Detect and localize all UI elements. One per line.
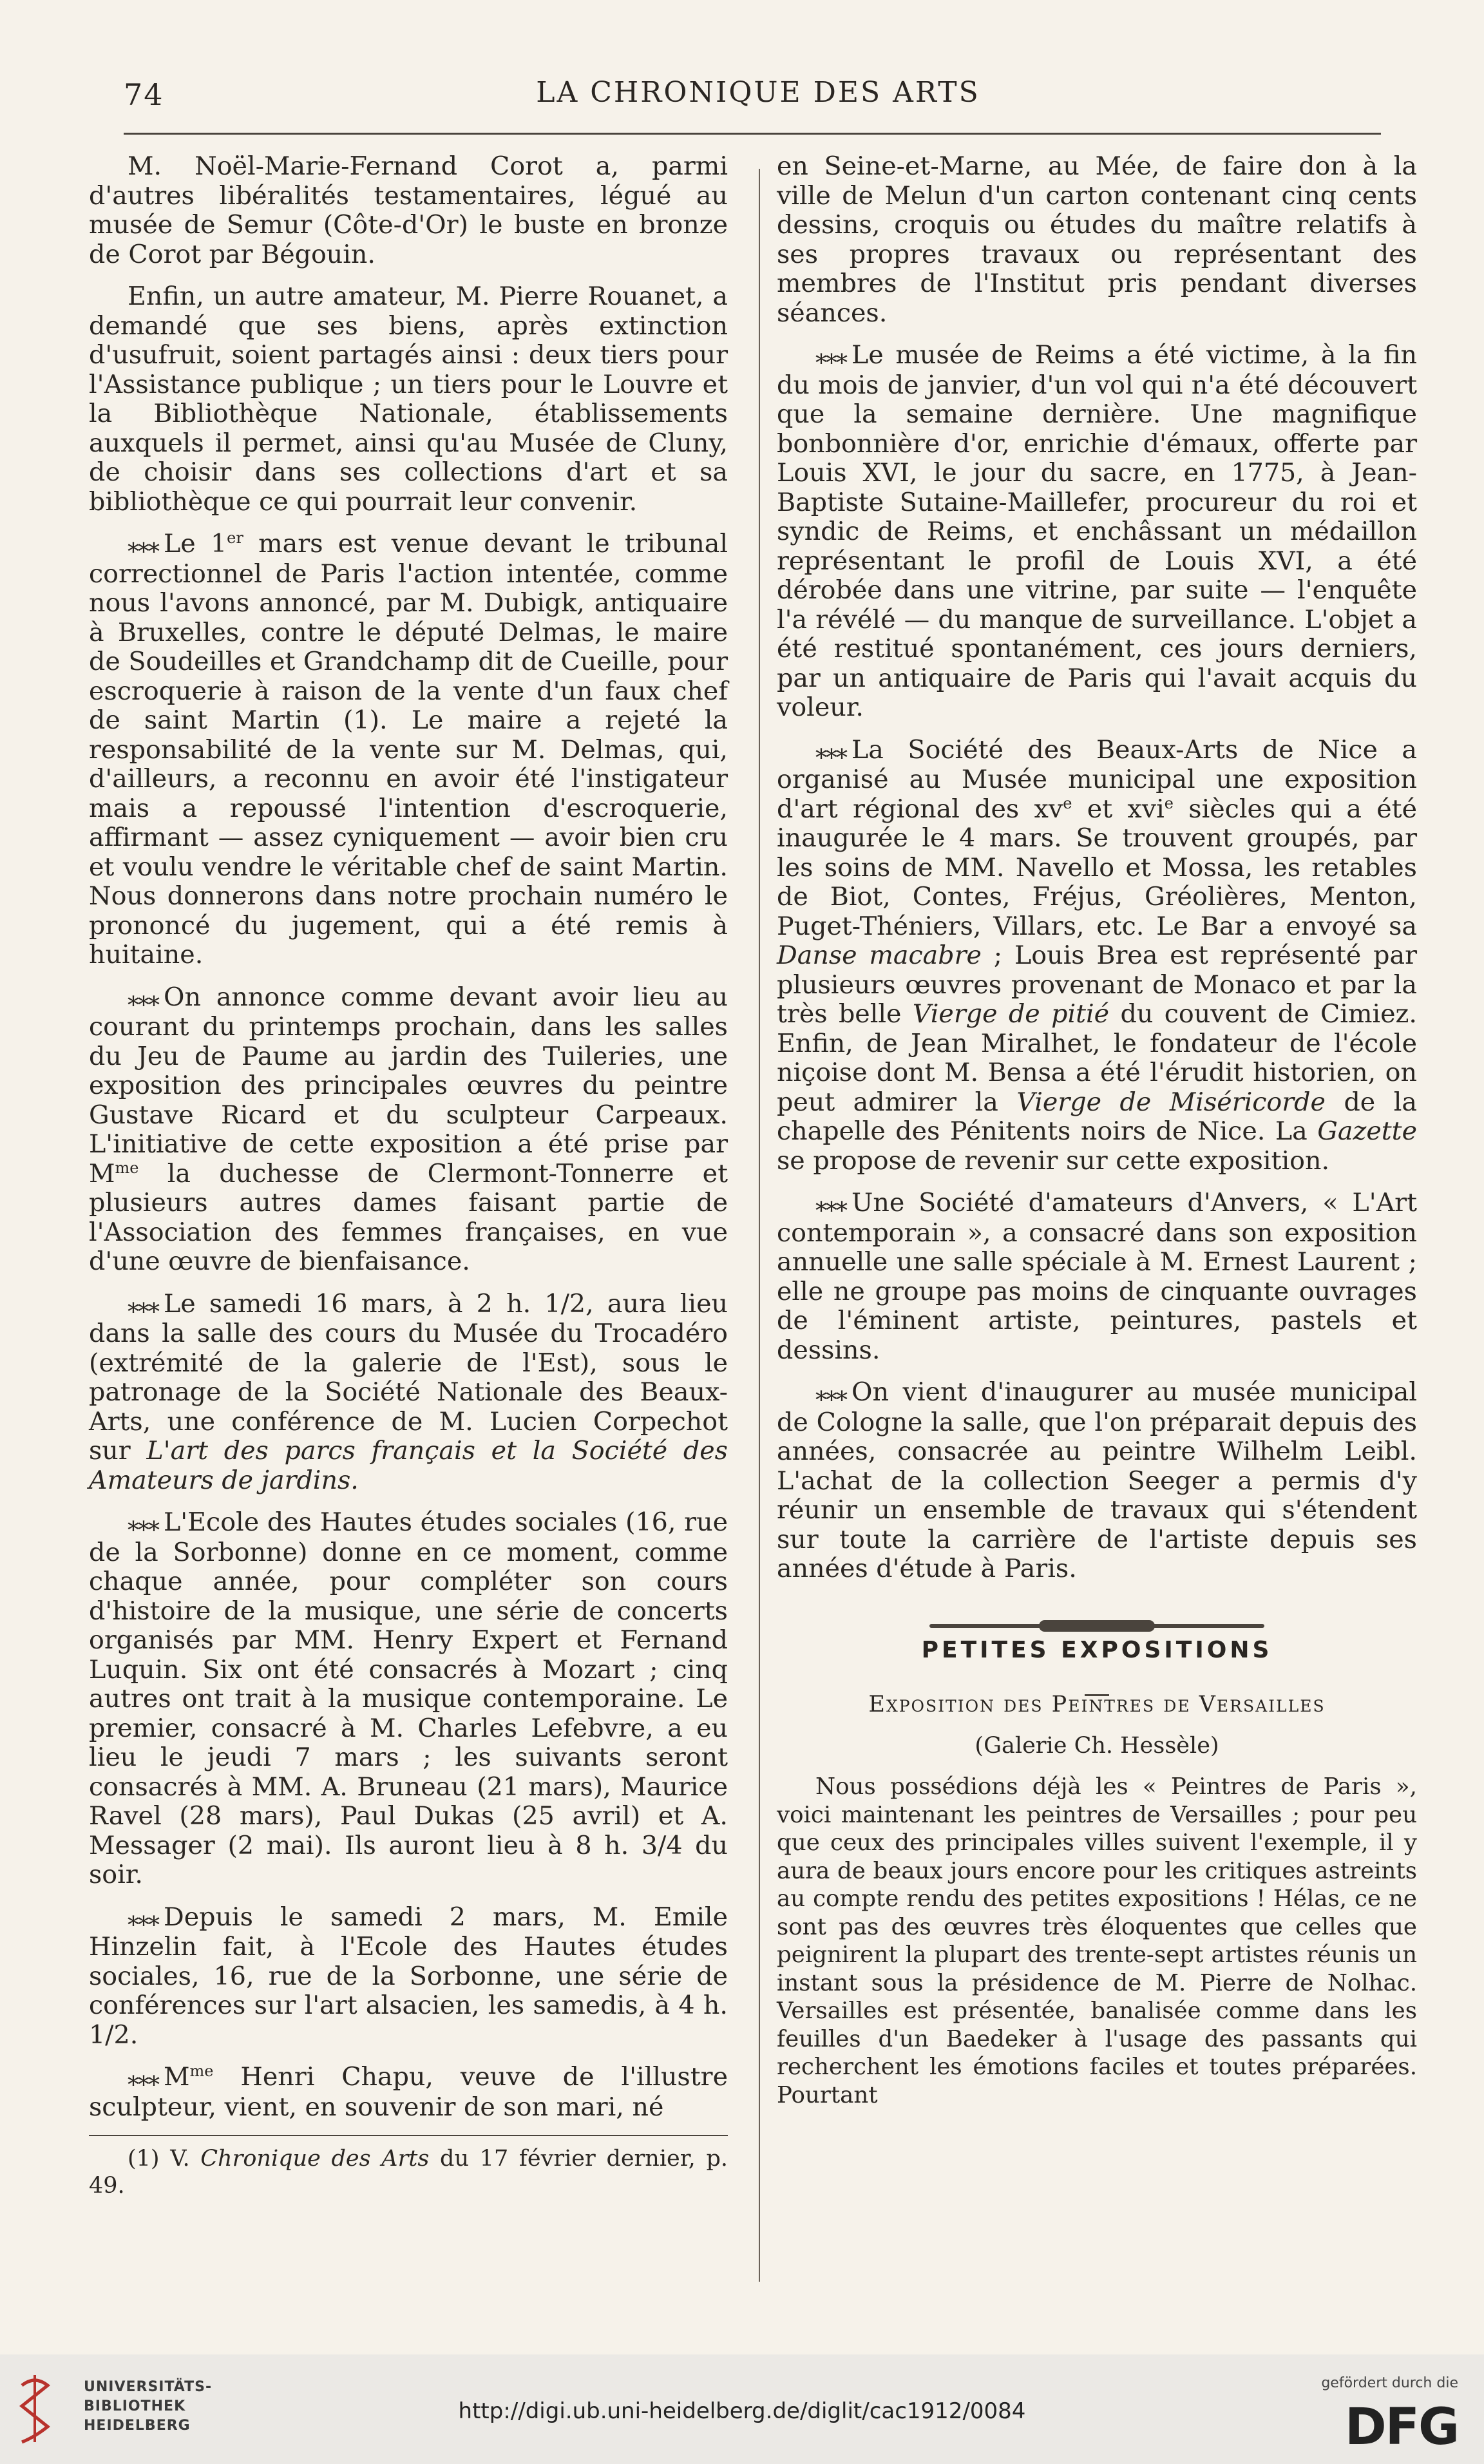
asterism-icon: ⁎⁎⁎ <box>815 1380 846 1406</box>
university-name: UNIVERSITÄTS- BIBLIOTHEK HEIDELBERG <box>84 2379 213 2434</box>
paragraph-trocadero: ⁎⁎⁎ Le samedi 16 mars, à 2 h. 1/2, aura lieu dans la salle des cours du Musée du Trocadéro (extrémité de la galerie de l'Est), sous le patronage de la Société Nationale des Beaux-Arts, une conférence de M. Lucien Corpechot sur L'art des parcs français et la Société des Amateurs de jardins. <box>89 1288 728 1495</box>
paragraph-tribunal: ⁎⁎⁎ Le 1er mars est venue devant le tribunal correctionnel de Paris l'action intentée, comme nous l'avons annoncé, par M. Dubigk, antiquaire à Bruxelles, contre le député Delmas, le maire de Soudeilles et Grandchamp dit de Cueille, pour escroquerie à raison de la vente d'un faux chef de saint Martin (1). Le maire a rejeté la responsabilité de la vente sur M. Delmas, qui, d'ailleurs, a reconnu en avoir été l'instigateur mais a repoussé l'intention d'escroquerie, affirmant — assez cyniquement — avoir bien cru et voulu vendre le véritable chef de saint Martin. Nous donnerons dans notre prochain numéro le prononcé du jugement, qui a été remis à huitaine. <box>89 528 728 969</box>
paragraph-hautes-etudes: ⁎⁎⁎ L'Ecole des Hautes études sociales (16, rue de la Sorbonne) donne en ce moment, comme chaque année, pour compléter son cours d'histoire de la musique, une série de concerts organisés par MM. Henry Expert et Fernand Luquin. Six ont été consacrés à Mozart ; cinq autres ont trait à la musique contemporaine. Le premier, consacré à M. Charles Lefebvre, a eu lieu le jeudi 7 mars ; les suivants seront consacrés à MM. A. Bruneau (21 mars), Maurice Ravel (28 mars), Paul Dukas (25 avril) et A. Messager (2 mai). Ils auront lieu à 8 h. 3/4 du soir. <box>89 1507 728 1889</box>
asterism-icon: ⁎⁎⁎ <box>128 984 158 1011</box>
paragraph-chapu-continued: en Seine-et-Marne, au Mée, de faire don à la ville de Melun d'un carton contenant cinq cents dessins, croquis ou études du maître relatifs à ses propres travaux ou représentant des membres de l'Institut pris pendant diverses séances. <box>777 151 1417 328</box>
funded-by-label: gefördert durch die <box>1321 2375 1458 2391</box>
asterism-icon: ⁎⁎⁎ <box>128 1291 158 1318</box>
asterism-icon: ⁎⁎⁎ <box>128 531 158 558</box>
exhibit-review <box>777 1773 1417 2109</box>
paragraph-corot: M. Noël-Marie-Fernand Corot a, parmi d'autres libéralités testamentaires, légué au musée de Semur (Côte-d'Or) le buste en bronze de Corot par Bégouin. <box>89 151 728 269</box>
asterism-icon: ⁎⁎⁎ <box>128 1510 158 1536</box>
ornament-divider-icon <box>777 1610 1417 1625</box>
footer-bar <box>0 2354 1484 2464</box>
paragraph-chapu: ⁎⁎⁎ $M^{me}$ Henri Chapu, veuve de l'illustre sculpteur, vient, en souvenir de son mari, né <box>89 2061 728 2122</box>
paragraph-cologne: ⁎⁎⁎ On vient d'inaugurer au musée municipal de Cologne la salle, que l'on préparait depuis des années, consacrée au peintre Wilhelm Leibl. L'achat de la collection Seeger a permis d'y réunir un ensemble de travaux qui s'étendent sur toute la carrière de l'artiste depuis ses années d'étude à Paris. <box>777 1377 1417 1583</box>
right-column <box>777 152 1417 2109</box>
exhibit-subtitle: (Galerie Ch. Hessèle) <box>975 1733 1219 1759</box>
asterism-icon: ⁎⁎⁎ <box>128 2065 158 2091</box>
asterism-icon: ⁎⁎⁎ <box>128 1904 158 1931</box>
section-dash <box>777 1674 1417 1676</box>
page-number: 74 <box>124 77 164 112</box>
paragraph-rouanet: Enfin, un autre amateur, M. Pierre Rouanet, a demandé que ses biens, après extinction d'usufruit, soient partagés ainsi : deux tiers pour l'Assistance publique ; un tiers pour le Louvre et la Bibliothèque Nationale, établissements auxquels il permet, ainsi qu'au Musée de Cluny, de choisir dans ses collections d'art et sa bibliothèque ce qui pourrait leur convenir. <box>89 282 728 517</box>
footnote-rule <box>89 2135 728 2136</box>
page-header <box>124 76 1393 115</box>
paragraph-reims: ⁎⁎⁎ Le musée de Reims a été victime, à la fin du mois de janvier, d'un vol qui n'a été découvert que la semaine dernière. Une magnifique bonbonnière d'or, enrichie d'émaux, offerte par Louis XVI, le jour du sacre, en 1775, à Jean-Baptiste Sutaine-Maillefer, procureur du roi et syndic de Reims, et enchâssant un médaillon représentant le profil de Louis XVI, a été dérobée dans une vitrine, par suite — l'enquête l'a révélé — du manque de surveillance. L'objet a été restitué spontanément, ces jours derniers, par un antiquaire de Paris qui l'avait acquis du voleur. <box>777 340 1417 722</box>
paragraph-anvers: ⁎⁎⁎ Une Société d'amateurs d'Anvers, « L'Art contemporain », a consacré dans son exposition annuelle une salle spéciale à M. Ernest Laurent ; elle ne groupe pas moins de cinquante ouvrages de l'éminent artiste, peintures, pastels et dessins. <box>777 1188 1417 1365</box>
paragraph-ricard-carpeaux: ⁎⁎⁎ On annonce comme devant avoir lieu au courant du printemps prochain, dans les salles du Jeu de Paume au jardin des Tuileries, une exposition des principales œuvres du peintre Gustave Ricard et du sculpteur Carpeaux. L'initiative de cette exposition a été prise par $M^{me}$ la duchesse de Clermont-Tonnerre et plusieurs autres dames faisant partie de l'Association des femmes françaises, en vue d'une œuvre de bienfaisance. <box>89 982 728 1276</box>
exhibit-title: Exposition des Peintres de Versailles <box>868 1692 1326 1717</box>
asterism-icon: ⁎⁎⁎ <box>815 1190 846 1217</box>
journal-title: LA CHRONIQUE DES ARTS <box>536 76 980 109</box>
paragraph-hinzelin: ⁎⁎⁎ Depuis le samedi 2 mars, M. Emile Hinzelin fait, à l'Ecole des Hautes études sociales, 16, rue de la Sorbonne, une série de conférences sur l'art alsacien, les samedis, à 4 h. 1/2. <box>89 1902 728 2050</box>
paragraph-nice: ⁎⁎⁎ La Société des Beaux-Arts de Nice a organisé au Musée municipal une exposition d'art régional des $xv^e$ et xvi$^e$ siècles qui a été inaugurée le 4 mars. Se trouvent groupés, par les soins de MM. Navello et Mossa, les retables de Biot, Contes, Fréjus, Gréolières, Menton, Puget-Théniers, Villars, etc. Le Bar a envoyé sa Danse macabre ; Louis Brea est représenté par plusieurs œuvres provenant de Monaco et par la très belle Vierge de pitié du couvent de Cimiez. Enfin, de Jean Miralhet, le fondateur de l'école niçoise dont M. Bensa a été l'érudit historien, on peut admirer la Vierge de Miséricorde de la chapelle des Pénitents noirs de Nice. La Gazette se propose de revenir sur cette exposition. <box>777 734 1418 1176</box>
exhibit-review-text: Nous possédions déjà les « Peintres de Paris », voici maintenant les peintres de Versailles ; pour peu que ceux des principales villes suivent l'exemple, il y aura de beaux jours encore pour les critiques astreints au compte rendu des petites expositions ! Hélas, ce ne sont pas des œuvres très éloquentes que celles que peignirent la plupart des trente-sept artistes réunis un instant sous la présidence de M. Pierre de Nolhac. Versailles est présentée, banalisée comme dans les feuilles d'un Baedeker à l'usage des passants qui recherchent les émotions faciles et toutes préparées. Pourtant <box>777 1773 1417 2108</box>
left-column <box>89 152 728 2212</box>
header-rule <box>124 133 1381 135</box>
footnote: (1) V. Chronique des Arts du 17 février dernier, p. 49. <box>89 2146 728 2199</box>
digital-library-link[interactable]: http://digi.ub.uni-heidelberg.de/diglit/cac1912/0084 <box>458 2398 1026 2424</box>
asterism-icon: ⁎⁎⁎ <box>815 343 846 369</box>
dfg-logo: DFG <box>1344 2398 1458 2456</box>
asterism-icon: ⁎⁎⁎ <box>815 737 846 764</box>
column-divider <box>759 169 760 2282</box>
section-title: PETITES EXPOSITIONS <box>921 1636 1273 1663</box>
